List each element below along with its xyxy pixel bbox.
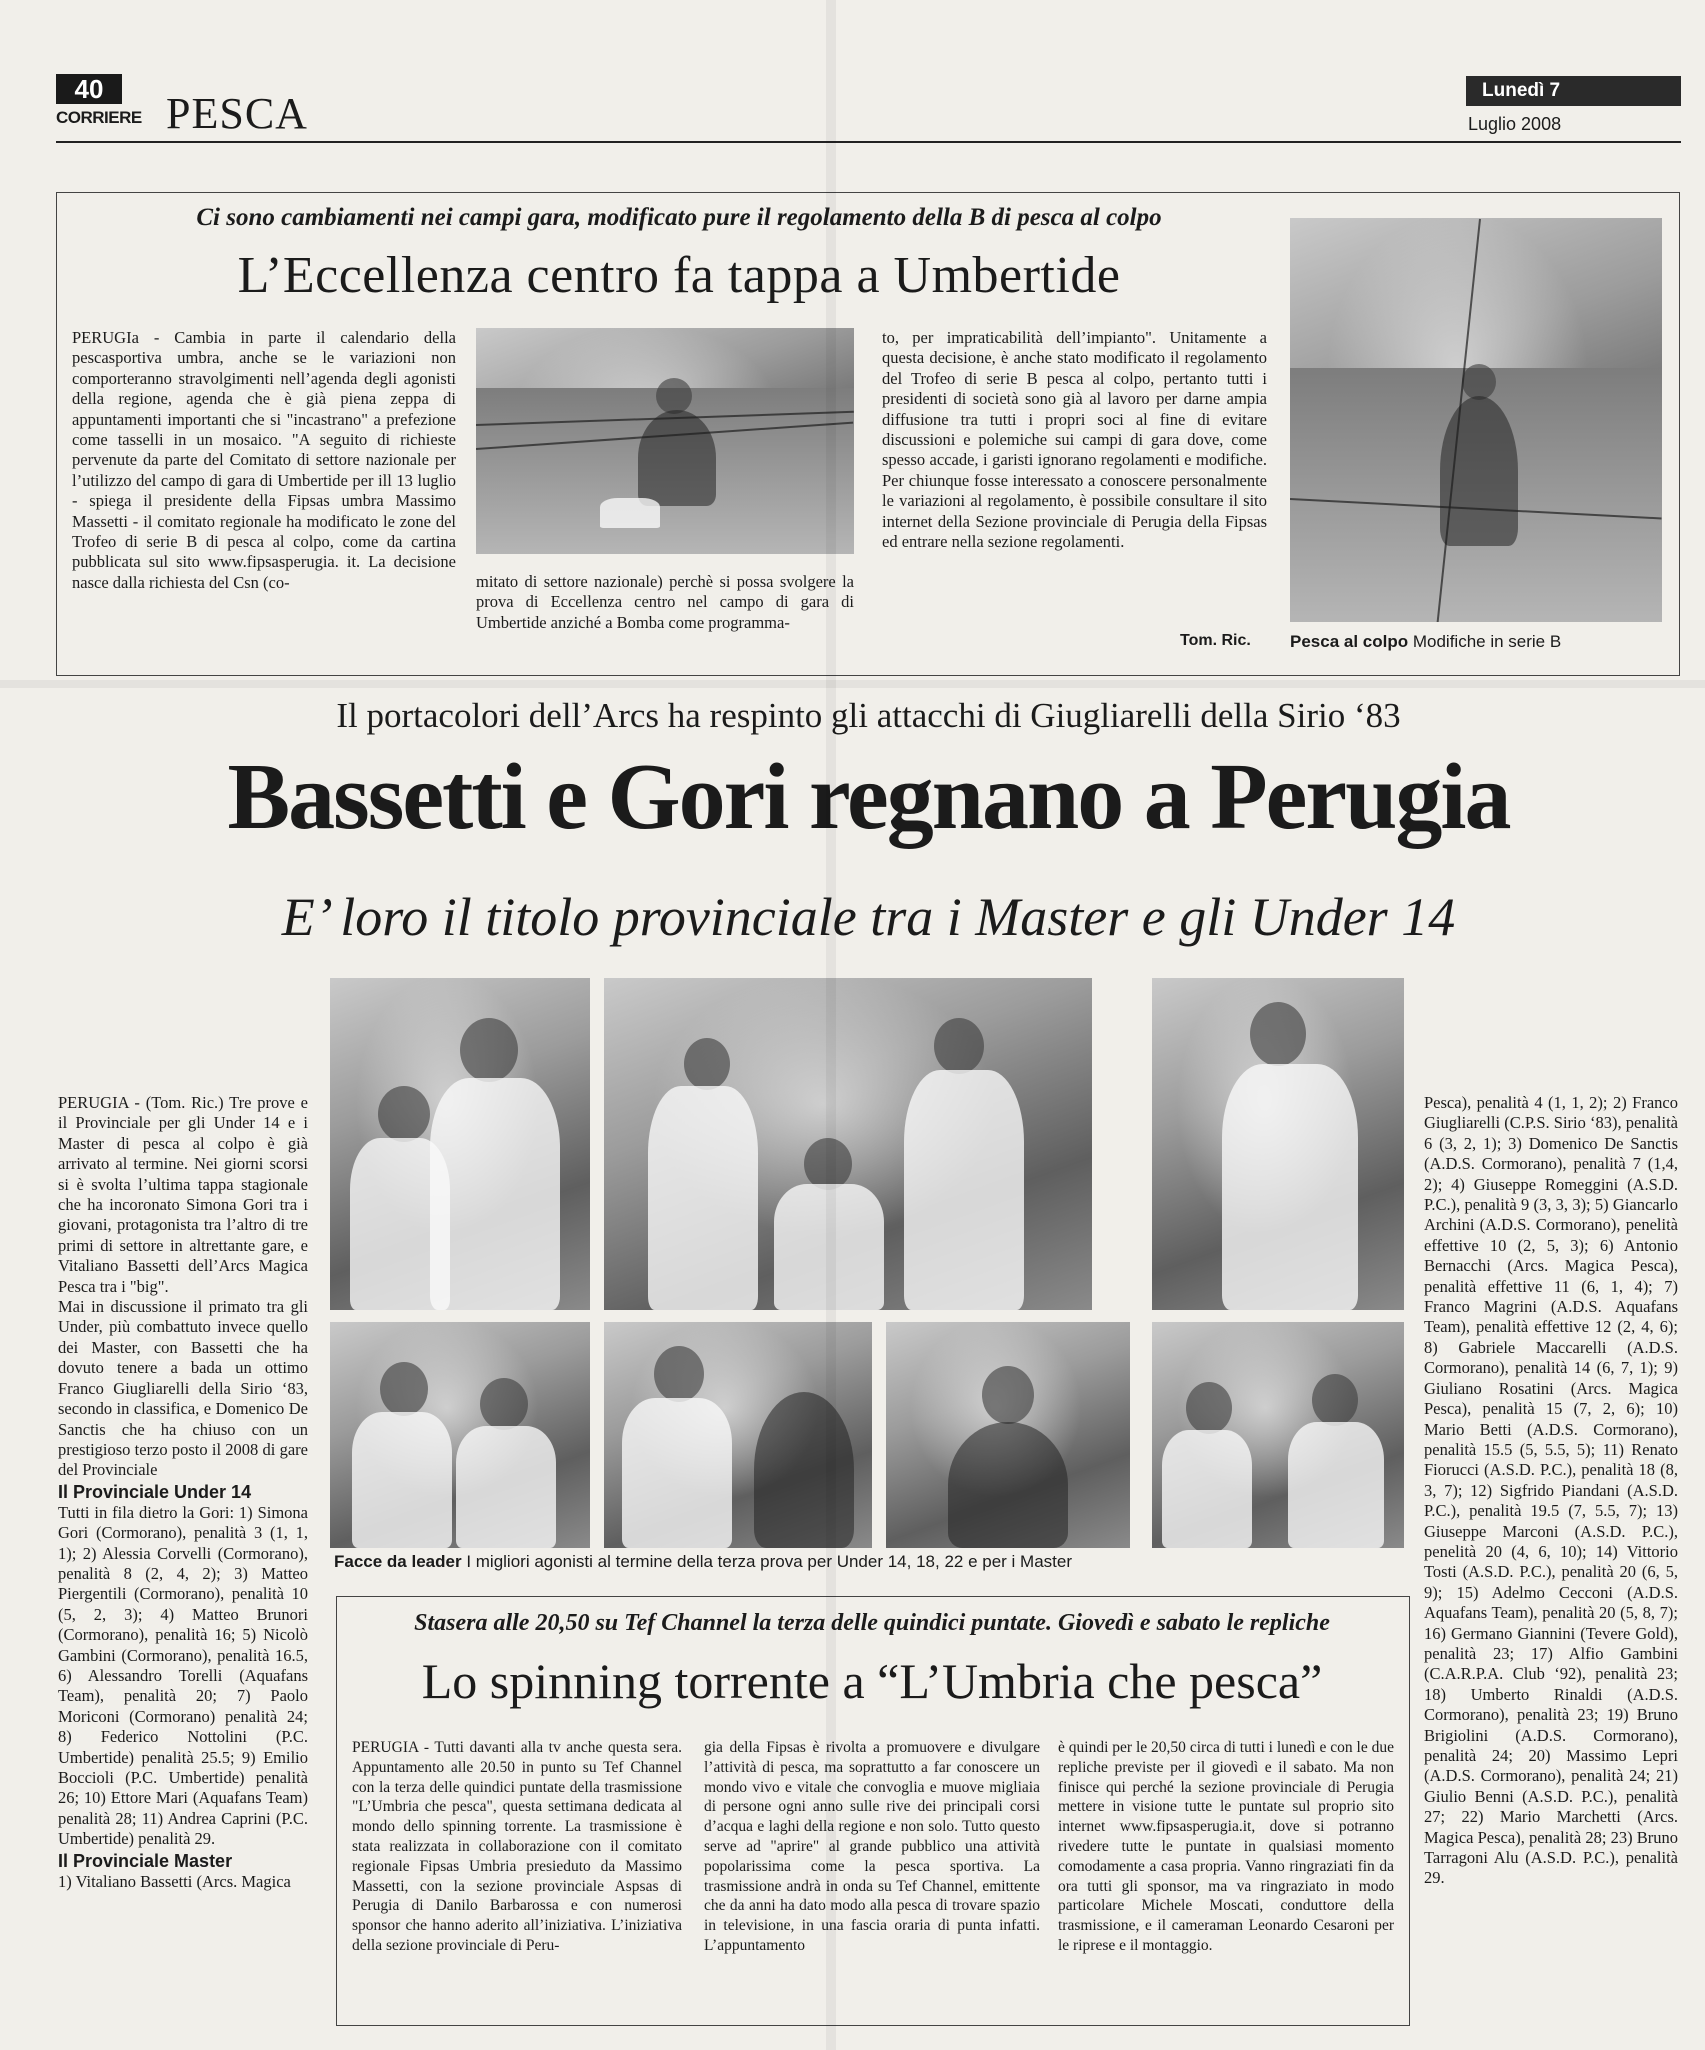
article1-headline: L’Eccellenza centro fa tappa a Umbertide xyxy=(237,247,1121,304)
article2-kicker: Il portacolori dell’Arcs ha respinto gli attacchi di Giugliarelli della Sirio ‘83 xyxy=(336,696,1401,735)
article3-col2: gia della Fipsas è rivolta a promuovere e divulgare l’attività di pesca, ma soprattutto a far conoscere un mondo vivo e vitale che convoglia e muove migliaia di persone ogni anno sulle rive dei principali corsi d’acqua e laghi della regione e non solo. Tutto questo serve ad "aprire" al grande pubblico una attività popolarissima come la pesca sportiva. La trasmissione andrà in onda su Tef Channel, emittente che da anni ha dato modo alla pesca di trovare spazio in televisione, in una fascia oraria di punta infatti. L’appuntamento xyxy=(704,1739,1040,1954)
article3-headline: Lo spinning torrente a “L’Umbria che pesca” xyxy=(421,1653,1323,1709)
leader-caption-bold: Facce da leader xyxy=(334,1552,462,1571)
under14-heading: Il Provinciale Under 14 xyxy=(58,1481,252,1502)
article2-para2: Mai in discussione il primato tra gli Under, più combattuto invece quello dei Master, con Bassetti che ha dovuto tenere a bada un ottimo Franco Giugliarelli della Sirio ‘83, secondo in classifica, e Domenico De Sanctis che ha chiuso con un prestigioso terzo posto il 2008 di gare del Provinciale xyxy=(58,1297,308,1480)
article2-subheadline: E’ loro il titolo provinciale tra i Master e gli Under 14 xyxy=(281,887,1456,947)
leader-photo-3 xyxy=(1152,978,1404,1310)
article1-signature: Tom. Ric. xyxy=(1180,632,1251,649)
leader-photo-1 xyxy=(330,978,590,1310)
article1-caption-text: Modifiche in serie B xyxy=(1412,632,1562,651)
article3-col1: PERUGIA - Tutti davanti alla tv anche questa sera. Appuntamento alle 20.50 in punto su Tef Channel con la terza delle quindici puntate della trasmissione "L’Umbria che pesca", questa settimana dedicata al mondo dello spinning torrente. La trasmissione è stata realizzata in collaborazione con il comitato regionale Fipsas Umbria presieduto da Massimo Massetti, con la sezione provinciale Aspsas di Perugia di Danilo Barbarossa e con numerosi sponsor che hanno aderito all’iniziativa. L’iniziativa della sezione provinciale di Peru- xyxy=(352,1739,682,1954)
paper-fold-vertical xyxy=(826,0,836,2050)
article2-headline: Bassetti e Gori regnano a Perugia xyxy=(227,745,1510,849)
article3-col3: è quindi per le 20,50 circa di tutti i lunedì e con le due repliche previste per il giovedì e il sabato. Ma non finisce qui perché la sezione provinciale di Perugia mettere in visione tutte le puntate sul proprio sito internet www.fipsasperugia.it, dove si potranno rivedere tutte le puntate in qualsiasi momento comodamente a casa propria. Vanno ringraziati fin da ora tutti gli sponsor, ma va ringraziato in modo particolare Michele Moscati, conduttore della trasmissione, e il cameraman Leonardo Cesaroni per le riprese e il montaggio. xyxy=(1058,1739,1394,1954)
master-heading: Il Provinciale Master xyxy=(58,1850,233,1871)
article1-col2: mitato di settore nazionale) perchè si possa svolgere la prova di Eccellenza centro nel campo di gara di Umbertide anziché a Bomba come programma- xyxy=(476,572,854,632)
master-results-start: 1) Vitaliano Bassetti (Arcs. Magica xyxy=(58,1871,291,1891)
masthead xyxy=(56,70,1681,142)
paper-fold-horizontal xyxy=(0,680,1705,688)
article1-kicker: Ci sono cambiamenti nei campi gara, modificato pure il regolamento della B di pesca al colpo xyxy=(196,204,1162,231)
article1-photo-inline xyxy=(476,328,854,554)
article1-photo-large xyxy=(1290,218,1662,622)
article1-col3: to, per impraticabilità dell’impianto". Unitamente a questa decisione, è anche stato modificato il regolamento del Trofeo di serie B pesca al colpo, pertanto tutti i presidenti di società sono già al lavoro per darne ampia diffusione tra tutti i propri soci al fine di evitare discussioni e polemiche sui campi di gara dove, come spesso accade, i garisti ignorano regolamenti e modifiche. Per chiunque fosse interessato a conoscere personalmente le variazioni al regolamento, è possibile consultare il sito internet della Sezione provinciale di Perugia della Fipsas ed entrare nella sezione regolamenti. xyxy=(882,328,1267,552)
article3-kicker: Stasera alle 20,50 su Tef Channel la terza delle quindici puntate. Giovedì e sabato le repliche xyxy=(414,1610,1330,1636)
under14-results: Tutti in fila dietro la Gori: 1) Simona Gori (Cormorano), penalità 3 (1, 1, 1); 2) Alessia Corvelli (Cormorano), penalità 8 (2, 4, 2); 3) Matteo Piergentili (Cormorano), penalità 10 (5, 2, 3); 4) Matteo Brunori (Cormorano), penalità 16; 5) Nicolò Gambini (Cormorano), penalità 16.5, 6) Alessandro Torelli (Aquafans Team), penalità 20; 7) Paolo Moriconi (Cormorano) penalità 24; 8) Federico Nottolini (P.C. Umbertide) penalità 25.5; 9) Emilio Boccioli (P.C. Umbertide) penalità 26; 10) Ettore Mari (Aquafans Team) penalità 28; 11) Andrea Caprini (P.C. Umbertide) penalità 29. xyxy=(58,1502,308,1849)
section-title: PESCA xyxy=(166,89,308,138)
leader-photo-7 xyxy=(1152,1322,1404,1548)
date-day: Lunedì 7 xyxy=(1466,76,1681,106)
article1-caption-bold: Pesca al colpo xyxy=(1290,632,1409,651)
article2-intro: PERUGIA - (Tom. Ric.) Tre prove e il Provinciale per gli Under 14 e i Master di pesca al colpo è già arrivato al termine. Nei giorni scorsi si è svolta l’ultima tappa stagionale che ha incoronato Simona Gori tra i giovani, protagonista tra l’altro di tre primi di settore in altrettante gare, e Vitaliano Bassetti dell’Arcs Magica Pesca tra i "big". xyxy=(58,1093,308,1296)
leader-photo-6 xyxy=(886,1322,1130,1548)
masthead-rule xyxy=(56,141,1681,143)
article2-col-left xyxy=(58,1093,308,1892)
newspaper-name: CORRIERE xyxy=(56,108,142,127)
leader-photo-caption xyxy=(334,1552,1404,1572)
leader-photo-4 xyxy=(330,1322,590,1548)
page-number: 40 xyxy=(56,74,122,104)
article1-col1: PERUGIa - Cambia in parte il calendario della pescasportiva umbra, anche se le variazioni non comporteranno stravolgimenti nell’agenda degli agonisti della regione, agenda che è già piena zeppa di appuntamenti importanti che si "incastrano" a prefezione come tasselli in un mosaico. "A seguito di richieste pervenute da parte del Comitato di settore nazionale per l’utilizzo del campo di gara di Umbertide per ill 13 luglio - spiega il presidente della Fipsas umbra Massimo Massetti - il comitato regionale ha modificato le zone del Trofeo di serie B di pesca al colpo, come da cartina pubblicata sul sito www.fipsasperugia. it. La decisione nasce dalla richiesta del Csn (co- xyxy=(72,328,456,592)
leader-photo-2 xyxy=(604,978,1092,1310)
article1-photo-caption xyxy=(1290,632,1670,652)
date-month-year: Luglio 2008 xyxy=(1468,114,1562,134)
leader-caption-text: I migliori agonisti al termine della terza prova per Under 14, 18, 22 e per i Master xyxy=(466,1552,1072,1571)
article2-col-right: Pesca), penalità 4 (1, 1, 2); 2) Franco Giugliarelli (C.P.S. Sirio ‘83), penalità 6 (3, 2, 1); 3) Domenico De Sanctis (A.D.S. Cormorano), penalità 7 (1,4, 2); 4) Giuseppe Romeggini (A.S.D. P.C.), penalità 9 (3, 3, 3); 5) Giancarlo Archini (A.D.S. Cormorano), penelità effettive 10 (2, 5, 3); 6) Antonio Bernacchi (Arcs. Magica Pesca), penalità effettive 11 (6, 1, 4); 7) Franco Magrini (A.D.S. Aquafans Team), penalità effettive 12 (2, 4, 6); 8) Gabriele Maccarelli (A.D.S. Cormorano), penalità 14 (6, 7, 1); 9) Giuliano Rosatini (Arcs. Magica Pesca), penalità 15 (7, 2, 6); 10) Mario Betti (A.D.S. Cormorano), penalità 15.5 (5, 5.5, 5); 11) Renato Fiorucci (A.S.D. P.C.), penalità 18 (8, 3, 7); 12) Sigfrido Piandani (A.S.D. P.C.), penalità 19.5 (7, 5.5, 7); 13) Giuseppe Marconi (A.S.D. P.C.), penelità 20 (4, 6, 10); 14) Vittorio Tosti (A.S.D. P.C.), penalità 20 (6, 5, 9); 15) Adelmo Cecconi (A.D.S. Aquafans Team), penalità 20 (5, 8, 7); 16) Germano Giannini (Tevere Gold), penalità 23; 17) Alfio Gambini (C.A.R.P.A. Club ‘92), penalità 23; 18) Umberto Rinaldi (A.D.S. Cormorano), penalità 23; 19) Bruno Brigiolini (A.D.S. Cormorano), penalità 24; 20) Massimo Lepri (A.D.S. Cormorano), penalità 24; 21) Giulio Benni (A.S.D. P.C.), penalità 27; 22) Mario Marchetti (Arcs. Magica Pesca), penalità 28; 23) Bruno Tarragoni Alu (A.S.D. P.C.), penalità 29. xyxy=(1424,1093,1678,1888)
